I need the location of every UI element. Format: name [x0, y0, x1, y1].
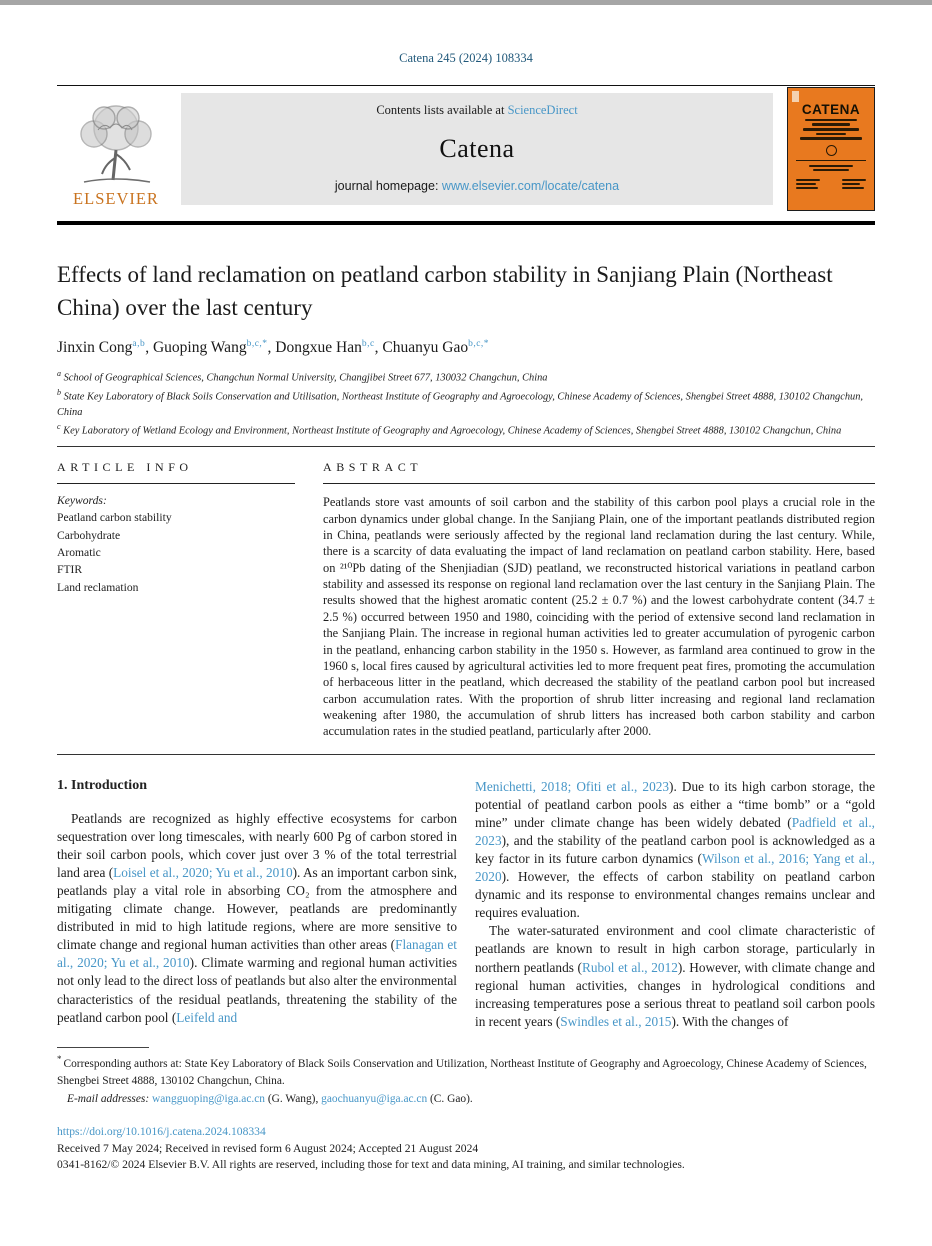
- info-abstract-block: [57, 458, 875, 740]
- keyword: Aromatic: [57, 545, 101, 559]
- article-info-column: [57, 458, 295, 740]
- intro-paragraph: Peatlands are recognized as highly effective ecosystems for carbon sequestration over long timescales, with nearly 600 Pg of carbon stored in their soil carbon pools, which cover just over 3 % of the total terrestrial land area (Loisel et al., 2020; Yu et al., 2010). As an important carbon sink, peatlands play a vital role in absorbing CO₂ from the atmosphere and mitigating climate change. However, peatlands are predominantly distributed in mid to high latitude regions, where are more sensitive to climate change and regional human activities than other areas (Flanagan et al., 2020; Yu et al., 2010). Climate warming and regional human activities not only lead to the direct loss of peatlands but also alter the environmental characteristics of the residual peatlands, threatening the stability of the peatland carbon pool (Leifeld and: [57, 810, 457, 1025]
- author-affiliation-sup: b,c: [361, 339, 375, 350]
- citation-link[interactable]: Rubol et al., 2012: [581, 959, 678, 975]
- cover-text-bar: [803, 128, 859, 131]
- abstract-column: [323, 458, 875, 740]
- citation-link[interactable]: Wilson et al., 2016; Yang et al., 2020: [475, 851, 875, 885]
- footnote-marker: *: [57, 1053, 62, 1064]
- paper-page: [0, 51, 932, 1171]
- section-heading-introduction: 1. Introduction: [57, 777, 147, 793]
- article-info-rule: [57, 483, 295, 484]
- cover-publisher-mark-icon: [792, 91, 799, 102]
- author: Jinxin Cong$^{a,b}$ ,: [57, 339, 153, 356]
- cover-text-bar: [800, 137, 862, 140]
- citation-link[interactable]: Swindles et al., 2015: [560, 1013, 672, 1029]
- affiliation: $^b$ State Key Laboratory of Black Soils Conservation and Utilisation, Northeast Institute of Geography and Agroecology, Chinese Academy of Sciences, Shengbei Street 4888, 130102 Changchun, China: [57, 387, 864, 419]
- citation-link[interactable]: Loisel et al., 2020; Yu et al., 2010: [113, 864, 293, 880]
- elsevier-logo: [57, 93, 175, 211]
- homepage-line: journal homepage: www.elsevier.com/locate/catena: [334, 179, 620, 193]
- email-link-wang[interactable]: wangguoping@iga.ac.cn: [152, 1092, 265, 1105]
- contents-line: Contents lists available at ScienceDirect: [376, 103, 578, 117]
- keyword: Land reclamation: [57, 580, 139, 594]
- author-affiliation-sup: b,c,*: [468, 339, 490, 350]
- citation-link[interactable]: Leifeld and: [176, 1009, 238, 1025]
- intro-paragraph: The water-saturated environment and cool climate characteristic of peatlands are known to result in high carbon storage, particularly in northern peatlands (Rubol et al., 2012). However, with climate change and regional human activities, changes in hydrological conditions and increasing temperatures pose a serious threat to peatland soil carbon pools in recent years (Swindles et al., 2015). With the changes of: [475, 923, 875, 1029]
- intro-paragraph: Menichetti, 2018; Ofiti et al., 2023). Due to its high carbon storage, the potential of peatland carbon pools as either a “time bomb” or a “gold mine” under climate change has been widely debated (Padfield et al., 2023), and the stability of the peatland carbon pool is acknowledged as a key factor in its future carbon dynamics (Wilson et al., 2016; Yang et al., 2020). However, the effects of carbon stability on peatland carbon dynamic and its response to environmental changes remains unclear and requires evaluation.: [475, 778, 875, 921]
- window-edge-strip: [0, 0, 932, 5]
- cover-text-bar: [812, 123, 850, 126]
- abstract-block-bottom-rule: [57, 754, 875, 755]
- keyword: Peatland carbon stability: [57, 511, 172, 525]
- article-body: [57, 776, 875, 1031]
- author: Guoping Wang$^{b,c,*}$ ,: [153, 339, 275, 356]
- keywords-label: Keywords:: [57, 494, 107, 508]
- paper-title: Effects of land reclamation on peatland carbon stability in Sanjiang Plain (Northeast China) over the last century: [57, 262, 833, 320]
- journal-name: Catena: [439, 133, 515, 163]
- cover-text-bar: [805, 119, 857, 121]
- sciencedirect-link[interactable]: ScienceDirect: [507, 103, 578, 117]
- abstract-rule: [323, 483, 875, 484]
- elsevier-tree-icon: [64, 100, 168, 188]
- cover-editor-columns: [794, 177, 868, 191]
- affiliation-list: [57, 368, 875, 439]
- journal-homepage-link[interactable]: www.elsevier.com/locate/catena: [441, 179, 620, 193]
- cover-text-bar: [809, 165, 853, 167]
- elsevier-wordmark: ELSEVIER: [73, 189, 159, 208]
- author-affiliation-sup: a,b: [132, 339, 146, 350]
- keyword: Carbohydrate: [57, 528, 121, 542]
- article-info-heading: ARTICLE INFO: [57, 460, 193, 475]
- author-affiliation-sup: b,c,*: [246, 339, 268, 350]
- doi-link[interactable]: https://doi.org/10.1016/j.catena.2024.108334: [57, 1124, 266, 1138]
- corresponding-author-footnote: * Corresponding authors at: State Key Laboratory of Black Soils Conservation and Utilization, Northeast Institute of Geography and Agroecology, Chinese Academy of Sciences, Shengbei Street 4888, 130102 Changchun, China. E-mail addresses: wangguoping@iga.ac.cn (G. Wang), gaochuanyu@iga.ac.cn (C. Gao).: [57, 1053, 875, 1108]
- abstract-block-top-rule: [57, 446, 875, 447]
- email-addresses-line: E-mail addresses: wangguoping@iga.ac.cn (G. Wang), gaochuanyu@iga.ac.cn (C. Gao).: [67, 1092, 473, 1105]
- cover-text-bar: [816, 133, 846, 135]
- keyword: FTIR: [57, 563, 83, 577]
- cover-text-bar: [813, 169, 849, 171]
- header-bottom-rule: [57, 221, 875, 225]
- received-dates-line: Received 7 May 2024; Received in revised form 6 August 2024; Accepted 21 August 2024: [57, 1141, 479, 1155]
- affiliation: $^c$ Key Laboratory of Wetland Ecology and Environment, Northeast Institute of Geography and Agroecology, Chinese Academy of Sciences, Shengbei Street 4888, 130102 Changchun, China: [57, 421, 842, 437]
- body-column-right: [475, 776, 875, 1031]
- author-list: [57, 339, 875, 357]
- abstract-text: Peatlands store vast amounts of soil carbon and the stability of this carbon pool plays a crucial role in the carbon dynamics under global change. In the Sanjiang Plain, one of the important peatlands distributed region in China, peatlands were seriously affected by the regional land reclamation during the last century. While, there is a scarcity of data evaluating the impact of land reclamation on peatland carbon stability. Here, based on ²¹⁰Pb dating of the Shenjiadian (SJD) peatland, we reconstructed historical variations in peatland carbon stability and assessed its response on regional land reclamation over the last century in the Sanjiang Plain. The results showed that the highest aromatic content (25.2 ± 0.7 %) and the lowest carbohydrate content (34.7 ± 2.5 %) occurred between 1950 and 1980, coinciding with the period of extensive second land reclamation in the Sanjiang Plain. The increase in regional human activities led to greater accumulation of pyrogenic carbon in the peatland, enhancing carbon stability in the 1950 s. However, as farmland area continued to grow in the 1960 s, local fires caused by agricultural activities led to more frequent peat fires, promoting the accumulation of herbaceous litter in the peatland, which decreased the stability of the peatland carbon pool but increased carbon accumulation rates. With the proportion of shrub litter increasing and regional land reclamation weakening after 1980, the accumulation of shrub litters has increased both carbon stability and carbon accumulation rates in the studied peatland, particularly after 2000.: [323, 495, 875, 739]
- header-top-rule: [57, 85, 875, 86]
- email-link-gao[interactable]: gaochuanyu@iga.ac.cn: [321, 1092, 428, 1105]
- citation-link[interactable]: Menichetti, 2018; Ofiti et al., 2023: [475, 778, 670, 794]
- journal-citation-header: Catena 245 (2024) 108334: [399, 51, 533, 65]
- footnote-separator-rule: [57, 1047, 149, 1048]
- cover-divider: [796, 160, 866, 161]
- cover-title: CATENA: [801, 102, 861, 117]
- copyright-line: 0341-8162/© 2024 Elsevier B.V. All rights are reserved, including those for text and data mining, AI training, and similar technologies.: [57, 1157, 685, 1171]
- cover-globe-icon: [826, 145, 837, 156]
- citation-link[interactable]: Padfield et al., 2023: [475, 814, 875, 848]
- author: Chuanyu Gao$^{b,c,*}$: [382, 339, 490, 357]
- citation-link[interactable]: Flanagan et al., 2020; Yu et al., 2010: [57, 937, 457, 971]
- body-column-left: [57, 776, 457, 1031]
- journal-header: [57, 93, 875, 211]
- journal-banner: [181, 93, 773, 205]
- abstract-heading: ABSTRACT: [323, 460, 423, 475]
- author: Dongxue Han$^{b,c}$ ,: [275, 339, 382, 356]
- doi-line: [57, 1125, 875, 1138]
- affiliation: $^a$ School of Geographical Sciences, Changchun Normal University, Changjibei Street 677, 130032 Changchun, China: [57, 369, 548, 384]
- journal-cover-thumbnail: [787, 87, 875, 211]
- email-label: E-mail addresses:: [67, 1092, 150, 1105]
- cover-editor-col: [842, 177, 866, 191]
- cover-editor-col: [796, 177, 820, 191]
